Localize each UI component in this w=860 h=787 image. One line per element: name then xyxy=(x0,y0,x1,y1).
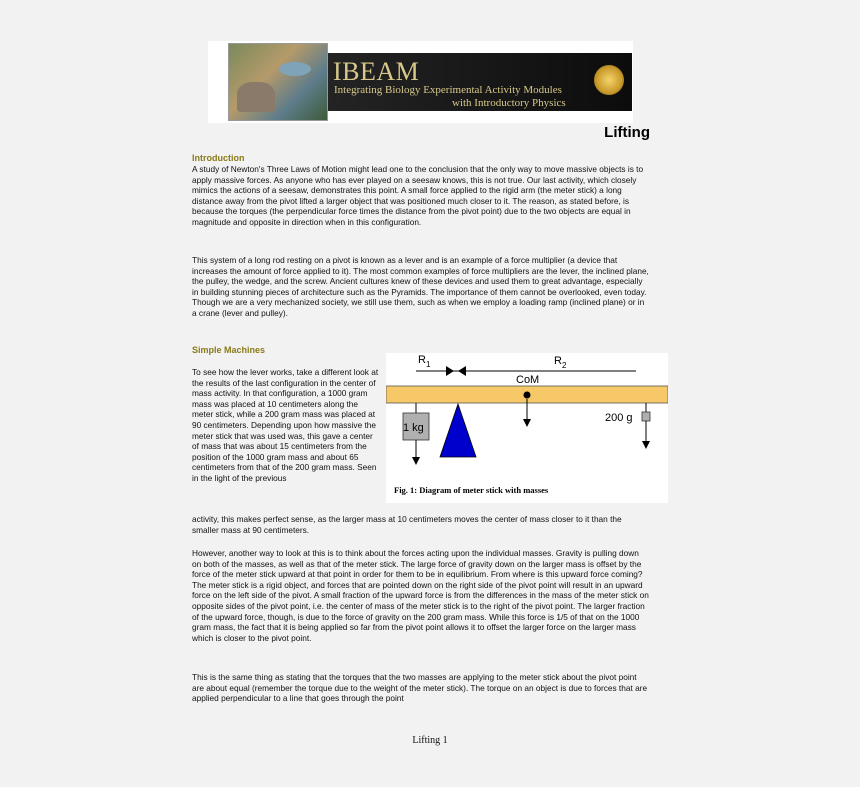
machines-paragraph-1-wide: activity, this makes perfect sense, as the larger mass at 10 centimeters moves the center of mass closer to it than the smaller mass at 90 centimeters. xyxy=(192,514,622,535)
banner-photo-collage xyxy=(228,43,328,121)
right-mass-label: 200 g xyxy=(605,412,633,424)
simple-machines-heading: Simple Machines xyxy=(192,345,266,355)
figure-caption: Fig. 1: Diagram of meter stick with masses xyxy=(386,477,668,503)
nsf-logo-icon xyxy=(594,65,624,95)
machines-paragraph-2: However, another way to look at this is to think about the forces acting upon the individual masses. Gravity is pulling down on both of the masses, as well as that of the meter stick. The large force of gravity down on the larger mass is offset by the force of the meter stick upward at that point in order for them to be in equilibrium. From where is this upward force coming? The meter stick is a rigid object, and forces that are pointed down on the right side of the pivot point will result in an upward force on the left side of the pivot. A small fraction of the upward force is from the differences in the mass of the meter stick on opposite sides of the pivot point, i.e. the center of mass of the meter stick is to the right of the pivot point. The larger fraction of the upward force, though, is due to the force of gravity on the 200 gram mass. While this force is 1/5 of that on the 1000 gram mass, the fact that it is being applied so far from the pivot point allows it to offset the larger force on the larger mass which is closer to the pivot point. xyxy=(192,548,649,643)
page-footer: Lifting 1 xyxy=(412,735,448,746)
ibeam-banner xyxy=(208,41,633,123)
meter-stick-diagram xyxy=(386,353,668,477)
fish-image xyxy=(279,62,311,76)
r1-label: $R_1$ xyxy=(418,354,431,369)
intro-paragraph-1: A study of Newton's Three Laws of Motion might lead one to the conclusion that the only way to move massive objects is to apply massive forces. As anyone who has ever played on a seesaw knows, this is not true. Our last activity, which closely mimics the actions of a seesaw, demonstrates this point. A small force applied to the rigid arm (the meter stick) a long distance away from the pivot lifted a larger object that was positioned much closer to it. The reason, as stated before, is because the torques (the perpendicular force times the distance from the pivot point) due to the two objects are equal in magnitude and opposite in direction when in this configuration. xyxy=(192,164,644,227)
com-arrowhead xyxy=(523,419,531,427)
r2-label: $R_2$ xyxy=(554,355,567,370)
machines-paragraph-3: This is the same thing as stating that the torques that the two masses are applying to the meter stick about the pivot point are about equal (remember the torque due to the weight of the meter stick). The torque on an object is due to forces that are applied perpendicular to a line that goes through the point xyxy=(192,672,648,704)
left-force-arrowhead xyxy=(412,457,420,465)
intro-heading: Introduction xyxy=(192,153,245,163)
banner-subtitle-line1: Integrating Biology Experimental Activity Modules xyxy=(334,84,562,96)
banner-subtitle-line2: with Introductory Physics xyxy=(452,97,566,109)
center-of-mass-dot xyxy=(524,392,531,399)
pivot-triangle xyxy=(440,404,476,457)
page-title: Lifting xyxy=(604,124,650,141)
right-mass-block xyxy=(642,412,650,421)
right-force-arrowhead xyxy=(642,441,650,449)
banner-title: IBEAM xyxy=(333,57,420,86)
meter-stick-figure xyxy=(386,353,668,503)
elephant-image xyxy=(237,82,275,112)
r1-arrowhead xyxy=(446,366,454,376)
com-label: CoM xyxy=(516,374,540,386)
machines-paragraph-1-narrow: To see how the lever works, take a different look at the results of the last configuration in the center of mass activity. In that configuration, a 1000 gram mass was placed at 10 centimeters along the meter stick, while a 200 gram mass was placed at 90 centimeters. Depending upon how massive the meter stick that was used was, this gave a center of mass that was about 15 centimeters from the position of the 1000 gram mass and about 65 centimeters from that of the 200 gram mass. Seen in the light of the previous xyxy=(192,367,379,483)
r2-arrowhead xyxy=(458,366,466,376)
left-mass-label: 1 kg xyxy=(403,422,424,434)
intro-paragraph-2: This system of a long rod resting on a pivot is known as a lever and is an example of a force multiplier (a device that increases the amount of force applied to it). The most common examples of force multipliers are the lever, the inclined plane, the pulley, the wedge, and the screw. Ancient cultures knew of these devices and used them to great advantage, especially in building stunning pieces of architecture such as the Pyramids. The importance of them cannot be overlooked, even today. Though we are a very mechanized society, we still use them, such as when we employ a loading ramp (inclined plane) or in a crane (lever and pulley). xyxy=(192,255,649,318)
